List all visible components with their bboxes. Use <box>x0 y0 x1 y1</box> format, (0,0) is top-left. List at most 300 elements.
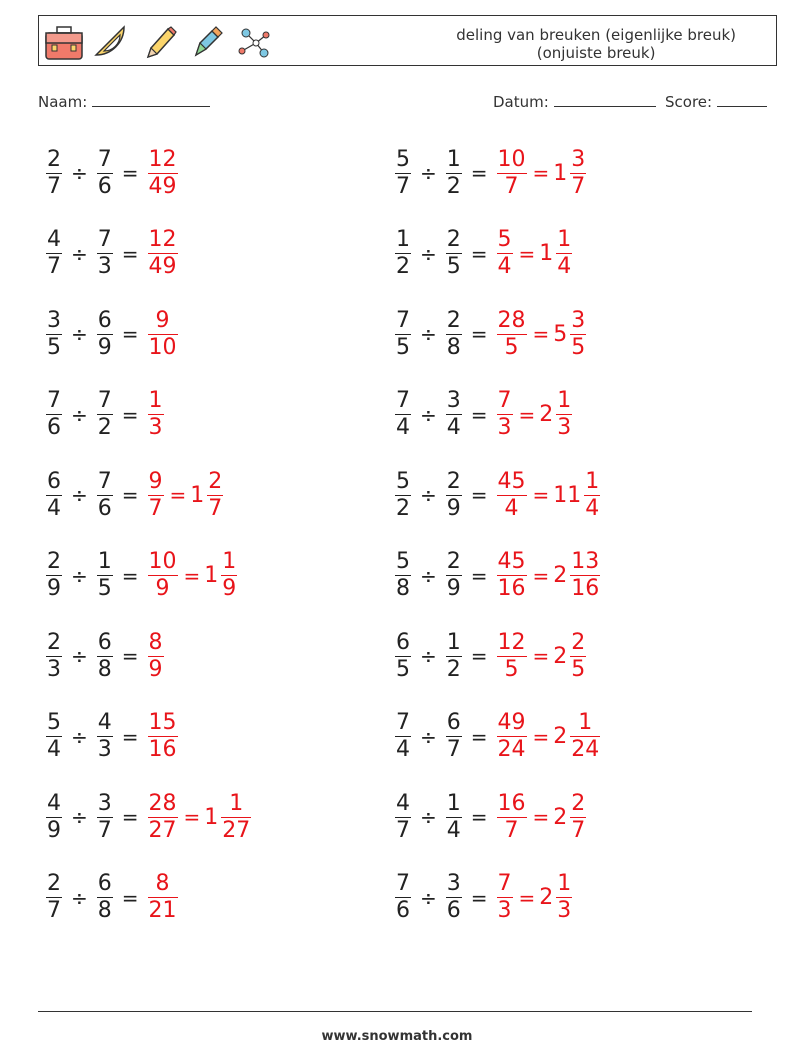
dividend-fraction-numerator: 2 <box>47 146 61 172</box>
mixed-fraction-numerator: 13 <box>571 549 600 574</box>
mixed-fraction <box>556 227 572 280</box>
problem-row <box>44 624 166 688</box>
molecule-icon <box>234 21 276 63</box>
dividend-fraction-denominator: 4 <box>47 495 61 521</box>
answer-fraction-numerator: 28 <box>497 307 526 333</box>
answer-fraction-denominator: 3 <box>497 415 512 440</box>
mixed-fraction <box>570 791 586 844</box>
divisor-fraction-numerator: 4 <box>97 710 112 735</box>
dividend-fraction-denominator: 9 <box>47 817 61 843</box>
answer <box>495 549 603 602</box>
divide-sign: ÷ <box>420 885 437 910</box>
header-icons <box>42 21 276 63</box>
divisor-fraction-denominator: 4 <box>446 817 461 843</box>
mixed-fraction <box>584 469 600 522</box>
title-line-2: (onjuiste breuk) <box>536 44 656 62</box>
footer-url: www.snowmath.com <box>321 1029 473 1044</box>
answer-fraction <box>497 791 527 844</box>
divisor-fraction-denominator: 8 <box>97 898 112 923</box>
mixed-fraction-denominator: 7 <box>571 173 586 199</box>
answer-fraction <box>497 308 527 361</box>
answer-fraction-numerator: 45 <box>497 549 526 574</box>
mixed-fraction-denominator: 5 <box>571 656 586 682</box>
mixed-fraction-denominator: 7 <box>208 495 223 521</box>
divisor-fraction <box>97 308 113 361</box>
answer-fraction <box>148 630 164 683</box>
answer-fraction-denominator: 24 <box>497 737 526 762</box>
dividend-fraction-numerator: 2 <box>47 871 61 896</box>
answer-fraction-denominator: 3 <box>497 898 512 923</box>
equals-sign: = <box>470 644 488 668</box>
divisor-fraction <box>446 791 462 844</box>
dividend-fraction <box>46 227 62 280</box>
divide-sign: ÷ <box>420 563 437 588</box>
answer <box>146 549 240 602</box>
mixed-whole: 1 <box>204 804 219 830</box>
divisor-fraction <box>446 308 462 361</box>
equals-sign: = <box>470 805 488 829</box>
divide-sign: ÷ <box>71 885 88 910</box>
dividend-fraction <box>46 308 62 361</box>
pencil-icon <box>138 21 180 63</box>
divisor-fraction-numerator: 7 <box>97 227 112 252</box>
dividend-fraction-denominator: 7 <box>47 254 61 279</box>
divisor-fraction <box>446 469 462 522</box>
name-label: Naam: <box>38 93 88 111</box>
score-line[interactable] <box>717 92 767 107</box>
divisor-fraction-numerator: 1 <box>97 549 112 574</box>
dividend-fraction <box>395 791 411 844</box>
dividend-fraction-numerator: 3 <box>47 307 61 333</box>
answer-fraction-numerator: 9 <box>148 468 163 494</box>
dividend-fraction-denominator: 4 <box>396 415 410 440</box>
mixed-fraction <box>570 308 586 361</box>
divisor-fraction-denominator: 6 <box>446 898 461 923</box>
equals-sign: = <box>121 563 139 588</box>
answer <box>495 710 603 763</box>
answer-equals-sign: = <box>518 402 536 427</box>
answer <box>495 227 575 280</box>
answer-fraction-numerator: 28 <box>148 790 177 816</box>
protractor-icon <box>90 21 132 63</box>
problem-row <box>393 222 574 286</box>
answer-fraction <box>148 308 178 361</box>
mixed-fraction-denominator: 7 <box>571 817 586 843</box>
divide-sign: ÷ <box>420 322 437 346</box>
answer-fraction-denominator: 5 <box>504 656 519 682</box>
mixed-fraction-numerator: 3 <box>571 146 586 172</box>
answer <box>146 469 226 522</box>
answer-fraction <box>148 227 178 280</box>
mixed-fraction-numerator: 2 <box>208 468 223 494</box>
date-label: Datum: <box>493 93 549 111</box>
divisor-fraction <box>97 147 113 200</box>
divisor-fraction <box>97 710 113 763</box>
dividend-fraction-numerator: 7 <box>396 307 410 333</box>
answer <box>146 630 166 683</box>
dividend-fraction-denominator: 5 <box>47 334 61 360</box>
dividend-fraction <box>395 630 411 683</box>
equals-sign: = <box>121 483 139 507</box>
answer-fraction-numerator: 12 <box>148 227 177 252</box>
answer-equals-sign: = <box>532 563 550 588</box>
dividend-fraction-numerator: 5 <box>396 468 410 494</box>
divide-sign: ÷ <box>420 724 437 749</box>
divide-sign: ÷ <box>420 161 437 185</box>
answer-fraction <box>497 227 513 280</box>
answer-fraction <box>497 549 527 602</box>
divide-sign: ÷ <box>420 402 437 427</box>
dividend-fraction-numerator: 4 <box>47 790 61 816</box>
problem-row <box>44 302 180 366</box>
equals-sign: = <box>121 724 139 749</box>
answer-fraction-denominator: 10 <box>148 334 177 360</box>
divisor-fraction <box>446 630 462 683</box>
mixed-whole: 2 <box>553 643 568 669</box>
dividend-fraction <box>395 710 411 763</box>
divisor-fraction <box>97 871 113 924</box>
answer-fraction-denominator: 27 <box>148 817 177 843</box>
equals-sign: = <box>470 885 488 910</box>
dividend-fraction-numerator: 2 <box>47 549 61 574</box>
answer <box>495 388 575 441</box>
divisor-fraction-numerator: 1 <box>446 146 461 172</box>
divisor-fraction-numerator: 1 <box>446 629 461 655</box>
problem-row <box>44 222 180 286</box>
answer-fraction <box>497 710 527 763</box>
problem-row <box>44 785 253 849</box>
answer-equals-sign: = <box>532 483 550 507</box>
mixed-fraction-denominator: 16 <box>571 576 600 601</box>
equals-sign: = <box>121 644 139 668</box>
dividend-fraction-numerator: 7 <box>47 388 61 413</box>
answer-equals-sign: = <box>532 724 550 749</box>
mixed-fraction-numerator: 2 <box>571 629 586 655</box>
problem-row <box>44 383 166 447</box>
answer-fraction <box>497 871 513 924</box>
divisor-fraction-denominator: 5 <box>97 576 112 601</box>
divisor-fraction <box>97 388 113 441</box>
answer-fraction-denominator: 9 <box>148 656 163 682</box>
answer-equals-sign: = <box>169 483 187 507</box>
mixed-whole: 2 <box>539 885 554 910</box>
answer-equals-sign: = <box>518 241 536 266</box>
answer-fraction-numerator: 45 <box>497 468 526 494</box>
divisor-fraction-numerator: 7 <box>97 146 112 172</box>
answer <box>146 710 180 763</box>
dividend-fraction <box>395 147 411 200</box>
answer-fraction-numerator: 10 <box>497 146 526 172</box>
mixed-fraction <box>221 791 251 844</box>
answer-fraction-numerator: 7 <box>497 871 512 896</box>
dividend-fraction-numerator: 6 <box>396 629 410 655</box>
problem-row <box>44 141 180 205</box>
answer-fraction-denominator: 16 <box>497 576 526 601</box>
dividend-fraction <box>395 308 411 361</box>
problem-row <box>44 463 225 527</box>
dividend-fraction-numerator: 6 <box>47 468 61 494</box>
answer <box>146 871 180 924</box>
divisor-fraction-denominator: 2 <box>446 173 461 199</box>
dividend-fraction <box>395 469 411 522</box>
dividend-fraction-denominator: 7 <box>396 173 410 199</box>
equals-sign: = <box>121 402 139 427</box>
divisor-fraction-numerator: 3 <box>446 871 461 896</box>
mixed-fraction <box>221 549 237 602</box>
mixed-fraction-numerator: 1 <box>222 549 237 574</box>
mixed-fraction <box>570 630 586 683</box>
divide-sign: ÷ <box>71 724 88 749</box>
answer-equals-sign: = <box>532 805 550 829</box>
answer <box>495 871 575 924</box>
title-line-1: deling van breuken (eigenlijke breuk) <box>456 26 736 44</box>
answer-fraction-numerator: 10 <box>148 549 177 574</box>
answer-fraction-numerator: 16 <box>497 790 526 816</box>
answer <box>495 308 589 361</box>
date-field <box>493 92 656 111</box>
divisor-fraction-denominator: 9 <box>446 576 461 601</box>
problem-row <box>393 705 602 769</box>
highlighter-icon <box>186 21 228 63</box>
mixed-fraction <box>570 710 600 763</box>
divisor-fraction <box>446 227 462 280</box>
name-line[interactable] <box>92 92 210 107</box>
problem-row <box>393 383 574 447</box>
dividend-fraction-numerator: 5 <box>396 146 410 172</box>
dividend-fraction-denominator: 5 <box>396 334 410 360</box>
worksheet-header <box>38 15 777 66</box>
mixed-fraction-numerator: 3 <box>571 307 586 333</box>
mixed-whole: 1 <box>204 563 219 588</box>
dividend-fraction <box>46 791 62 844</box>
mixed-fraction-numerator: 1 <box>557 227 572 252</box>
dividend-fraction-denominator: 4 <box>396 737 410 762</box>
answer-fraction-denominator: 9 <box>155 576 170 601</box>
answer-fraction-denominator: 49 <box>148 173 177 199</box>
equals-sign: = <box>470 563 488 588</box>
answer-fraction <box>148 469 164 522</box>
divisor-fraction-numerator: 2 <box>446 307 461 333</box>
divisor-fraction-numerator: 2 <box>446 468 461 494</box>
answer-fraction-denominator: 3 <box>148 415 163 440</box>
answer-fraction-denominator: 4 <box>497 254 512 279</box>
divisor-fraction <box>97 630 113 683</box>
divisor-fraction <box>97 791 113 844</box>
answer-equals-sign: = <box>518 885 536 910</box>
mixed-fraction-denominator: 3 <box>557 898 572 923</box>
footer-divider <box>38 1011 752 1012</box>
problem-row <box>393 785 588 849</box>
answer-equals-sign: = <box>532 322 550 346</box>
problem-row <box>393 463 602 527</box>
answer-fraction-numerator: 12 <box>148 146 177 172</box>
answer-fraction-numerator: 8 <box>148 629 163 655</box>
answer-fraction-denominator: 16 <box>148 737 177 762</box>
mixed-whole: 2 <box>553 724 568 749</box>
answer <box>495 791 589 844</box>
dividend-fraction-numerator: 7 <box>396 388 410 413</box>
divisor-fraction-denominator: 3 <box>97 737 112 762</box>
answer-fraction <box>148 388 164 441</box>
divisor-fraction-denominator: 7 <box>446 737 461 762</box>
divisor-fraction-numerator: 2 <box>446 227 461 252</box>
mixed-whole: 1 <box>190 482 205 508</box>
divisor-fraction <box>97 469 113 522</box>
dividend-fraction-numerator: 5 <box>396 549 410 574</box>
dividend-fraction <box>46 147 62 200</box>
equals-sign: = <box>470 161 488 185</box>
mixed-fraction-denominator: 24 <box>571 737 600 762</box>
dividend-fraction-denominator: 8 <box>396 576 410 601</box>
dividend-fraction <box>46 549 62 602</box>
dividend-fraction-numerator: 7 <box>396 871 410 896</box>
divisor-fraction-numerator: 6 <box>97 307 112 333</box>
worksheet-title <box>456 26 736 62</box>
dividend-fraction-denominator: 7 <box>47 898 61 923</box>
divisor-fraction <box>97 549 113 602</box>
divisor-fraction <box>446 147 462 200</box>
divisor-fraction-denominator: 2 <box>446 656 461 682</box>
equals-sign: = <box>470 241 488 266</box>
dividend-fraction-denominator: 3 <box>47 656 61 682</box>
mixed-whole: 1 <box>553 160 568 186</box>
divisor-fraction-denominator: 3 <box>97 254 112 279</box>
answer <box>146 227 180 280</box>
answer-fraction-denominator: 7 <box>504 817 519 843</box>
dividend-fraction-numerator: 4 <box>47 227 61 252</box>
divisor-fraction-numerator: 3 <box>446 388 461 413</box>
mixed-fraction-denominator: 4 <box>557 254 572 279</box>
answer <box>146 791 254 844</box>
divisor-fraction-numerator: 1 <box>446 790 461 816</box>
answer-fraction <box>148 871 178 924</box>
answer-fraction <box>497 388 513 441</box>
mixed-fraction-denominator: 3 <box>557 415 572 440</box>
answer-fraction-denominator: 4 <box>504 495 519 521</box>
problem-row <box>393 302 588 366</box>
answer-fraction-numerator: 8 <box>155 871 170 896</box>
answer-fraction-numerator: 15 <box>148 710 177 735</box>
divisor-fraction-numerator: 6 <box>446 710 461 735</box>
mixed-fraction-numerator: 1 <box>229 790 244 816</box>
divide-sign: ÷ <box>71 322 88 346</box>
divisor-fraction <box>446 388 462 441</box>
divisor-fraction-denominator: 9 <box>97 334 112 360</box>
answer-fraction <box>148 549 178 602</box>
dividend-fraction <box>46 469 62 522</box>
divide-sign: ÷ <box>420 241 437 266</box>
answer-fraction-denominator: 7 <box>148 495 163 521</box>
divide-sign: ÷ <box>420 644 437 668</box>
equals-sign: = <box>121 241 139 266</box>
divisor-fraction-denominator: 8 <box>97 656 112 682</box>
answer-fraction-numerator: 9 <box>155 307 170 333</box>
mixed-fraction-denominator: 4 <box>585 495 600 521</box>
score-label: Score: <box>665 93 713 111</box>
answer <box>495 147 589 200</box>
problem-row <box>393 866 574 930</box>
mixed-whole: 5 <box>553 321 568 347</box>
equals-sign: = <box>470 322 488 346</box>
divisor-fraction-denominator: 9 <box>446 495 461 521</box>
divide-sign: ÷ <box>71 402 88 427</box>
answer-fraction <box>148 147 178 200</box>
mixed-whole: 1 <box>539 241 554 266</box>
divisor-fraction <box>446 871 462 924</box>
mixed-fraction-numerator: 1 <box>557 871 572 896</box>
divisor-fraction-denominator: 8 <box>446 334 461 360</box>
date-line[interactable] <box>554 92 656 107</box>
divisor-fraction-numerator: 7 <box>97 388 112 413</box>
divisor-fraction-numerator: 6 <box>97 629 112 655</box>
dividend-fraction-numerator: 1 <box>396 227 410 252</box>
divisor-fraction-denominator: 2 <box>97 415 112 440</box>
mixed-fraction-numerator: 1 <box>585 468 600 494</box>
divisor-fraction-denominator: 7 <box>97 817 112 843</box>
dividend-fraction <box>46 871 62 924</box>
equals-sign: = <box>121 885 139 910</box>
dividend-fraction <box>46 630 62 683</box>
divisor-fraction-numerator: 7 <box>97 468 112 494</box>
mixed-fraction-numerator: 2 <box>571 790 586 816</box>
answer-equals-sign: = <box>532 644 550 668</box>
equals-sign: = <box>470 724 488 749</box>
dividend-fraction <box>46 710 62 763</box>
mixed-fraction-denominator: 9 <box>222 576 237 601</box>
answer-fraction <box>497 469 527 522</box>
answer <box>146 147 180 200</box>
answer <box>495 630 589 683</box>
divisor-fraction-numerator: 6 <box>97 871 112 896</box>
problem-row <box>393 544 602 608</box>
mixed-whole: 11 <box>553 482 582 508</box>
dividend-fraction-numerator: 7 <box>396 710 410 735</box>
divide-sign: ÷ <box>71 483 88 507</box>
answer-fraction-numerator: 49 <box>497 710 526 735</box>
divisor-fraction <box>97 227 113 280</box>
name-field <box>38 92 210 111</box>
answer-fraction <box>148 710 178 763</box>
briefcase-icon <box>42 21 84 63</box>
divide-sign: ÷ <box>71 241 88 266</box>
mixed-fraction-numerator: 1 <box>578 710 593 735</box>
divisor-fraction-denominator: 5 <box>446 254 461 279</box>
mixed-fraction-denominator: 5 <box>571 334 586 360</box>
dividend-fraction-denominator: 6 <box>47 415 61 440</box>
answer-fraction-numerator: 5 <box>497 227 512 252</box>
dividend-fraction <box>46 388 62 441</box>
answer-fraction-numerator: 7 <box>497 388 512 413</box>
answer-fraction-numerator: 1 <box>148 388 163 413</box>
problem-row <box>393 624 588 688</box>
divide-sign: ÷ <box>420 483 437 507</box>
dividend-fraction-denominator: 6 <box>396 898 410 923</box>
dividend-fraction <box>395 388 411 441</box>
mixed-fraction-numerator: 1 <box>557 388 572 413</box>
dividend-fraction-denominator: 4 <box>47 737 61 762</box>
divide-sign: ÷ <box>71 563 88 588</box>
equals-sign: = <box>121 805 139 829</box>
divisor-fraction <box>446 549 462 602</box>
problem-row <box>44 544 239 608</box>
answer-equals-sign: = <box>532 161 550 185</box>
answer-fraction <box>497 630 527 683</box>
problem-row <box>44 705 180 769</box>
divisor-fraction-denominator: 4 <box>446 415 461 440</box>
mixed-whole: 2 <box>553 563 568 588</box>
problem-row <box>393 141 588 205</box>
mixed-whole: 2 <box>553 804 568 830</box>
